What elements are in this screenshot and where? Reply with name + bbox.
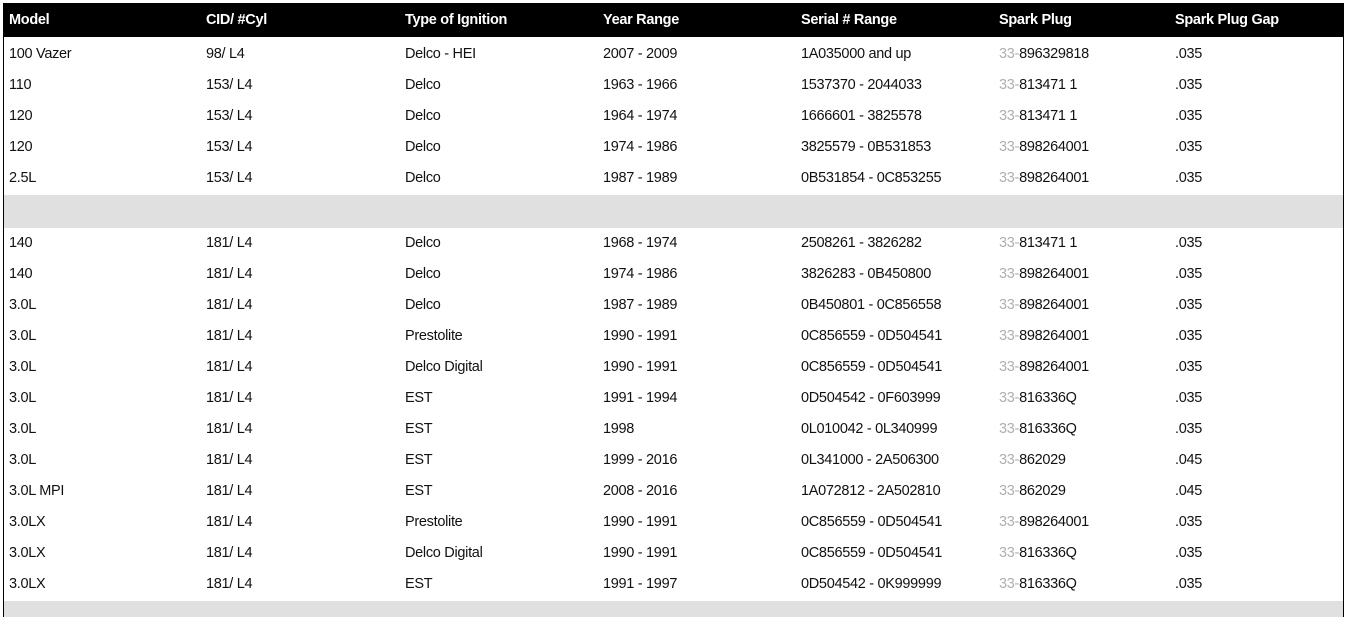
cell-serial: 1A035000 and up bbox=[801, 46, 911, 62]
cell-model: 3.0L bbox=[9, 390, 37, 406]
header-year-range: Year Range bbox=[603, 12, 679, 28]
cell-years: 1991 - 1994 bbox=[603, 390, 678, 406]
cell-serial: 1537370 - 2044033 bbox=[801, 77, 922, 93]
cell-years: 1990 - 1991 bbox=[603, 328, 678, 344]
plug-number: 816336Q bbox=[1019, 545, 1077, 561]
cell-cid: 181/ L4 bbox=[206, 266, 253, 282]
cell-plug bbox=[999, 352, 1089, 383]
cell-ignition: Delco bbox=[405, 170, 441, 186]
cell-ignition: Delco - HEI bbox=[405, 46, 476, 62]
cell-plug bbox=[999, 476, 1066, 507]
cell-model: 110 bbox=[9, 77, 32, 93]
cell-model: 3.0LX bbox=[9, 545, 46, 561]
plug-number: 813471 1 bbox=[1019, 235, 1078, 251]
plug-prefix: 33- bbox=[999, 235, 1020, 251]
cell-ignition: Delco bbox=[405, 108, 441, 124]
table-row bbox=[4, 132, 1343, 163]
cell-ignition: EST bbox=[405, 421, 433, 437]
cell-model: 100 Vazer bbox=[9, 46, 72, 62]
table-row bbox=[4, 507, 1343, 538]
cell-gap: .035 bbox=[1175, 77, 1203, 93]
cell-gap: .035 bbox=[1175, 235, 1203, 251]
cell-gap: .035 bbox=[1175, 576, 1203, 592]
cell-ignition: Delco bbox=[405, 297, 441, 313]
plug-prefix: 33- bbox=[999, 421, 1020, 437]
cell-years: 1990 - 1991 bbox=[603, 359, 678, 375]
cell-serial: 3825579 - 0B531853 bbox=[801, 139, 932, 155]
table-row bbox=[4, 290, 1343, 321]
cell-gap: .035 bbox=[1175, 170, 1203, 186]
table-row bbox=[4, 321, 1343, 352]
plug-prefix: 33- bbox=[999, 139, 1020, 155]
plug-prefix: 33- bbox=[999, 328, 1020, 344]
cell-gap: .035 bbox=[1175, 108, 1203, 124]
cell-serial: 1666601 - 3825578 bbox=[801, 108, 922, 124]
cell-cid: 181/ L4 bbox=[206, 514, 253, 530]
cell-model: 3.0L bbox=[9, 359, 37, 375]
plug-prefix: 33- bbox=[999, 576, 1020, 592]
cell-serial: 0L341000 - 2A506300 bbox=[801, 452, 939, 468]
plug-prefix: 33- bbox=[999, 46, 1020, 62]
table-row bbox=[4, 476, 1343, 507]
cell-model: 140 bbox=[9, 235, 33, 251]
cell-cid: 181/ L4 bbox=[206, 235, 253, 251]
cell-gap: .035 bbox=[1175, 359, 1203, 375]
cell-serial: 0C856559 - 0D504541 bbox=[801, 359, 943, 375]
header-model: Model bbox=[9, 12, 50, 28]
cell-cid: 181/ L4 bbox=[206, 328, 253, 344]
plug-prefix: 33- bbox=[999, 483, 1020, 499]
group-separator bbox=[4, 601, 1343, 617]
cell-years: 1964 - 1974 bbox=[603, 108, 678, 124]
cell-years: 1990 - 1991 bbox=[603, 514, 678, 530]
plug-number: 896329818 bbox=[1019, 46, 1089, 62]
table-row bbox=[4, 163, 1343, 194]
table-row bbox=[4, 352, 1343, 383]
cell-ignition: Delco bbox=[405, 235, 441, 251]
cell-serial: 0D504542 - 0F603999 bbox=[801, 390, 941, 406]
cell-gap: .035 bbox=[1175, 266, 1203, 282]
header-spark-plug: Spark Plug bbox=[999, 12, 1072, 28]
cell-serial: 0C856559 - 0D504541 bbox=[801, 545, 943, 561]
cell-plug bbox=[999, 290, 1089, 321]
plug-number: 898264001 bbox=[1019, 170, 1089, 186]
plug-number: 898264001 bbox=[1019, 514, 1089, 530]
cell-serial: 3826283 - 0B450800 bbox=[801, 266, 932, 282]
cell-plug bbox=[999, 414, 1077, 445]
cell-gap: .045 bbox=[1175, 483, 1203, 499]
table-row bbox=[4, 538, 1343, 569]
header-ignition: Type of Ignition bbox=[405, 12, 508, 28]
cell-ignition: Delco bbox=[405, 139, 441, 155]
cell-plug bbox=[999, 569, 1077, 600]
cell-gap: .035 bbox=[1175, 46, 1203, 62]
cell-cid: 181/ L4 bbox=[206, 421, 253, 437]
cell-plug bbox=[999, 163, 1089, 194]
cell-serial: 1A072812 - 2A502810 bbox=[801, 483, 941, 499]
table-row bbox=[4, 39, 1343, 70]
cell-cid: 181/ L4 bbox=[206, 390, 253, 406]
cell-plug bbox=[999, 39, 1089, 70]
cell-plug bbox=[999, 538, 1077, 569]
plug-prefix: 33- bbox=[999, 452, 1020, 468]
cell-cid: 153/ L4 bbox=[206, 170, 253, 186]
cell-cid: 181/ L4 bbox=[206, 452, 253, 468]
table-row bbox=[4, 101, 1343, 132]
spark-plug-table bbox=[3, 3, 1344, 617]
plug-number: 898264001 bbox=[1019, 297, 1089, 313]
table-row bbox=[4, 383, 1343, 414]
table-row bbox=[4, 569, 1343, 600]
cell-model: 3.0L bbox=[9, 297, 37, 313]
cell-model: 120 bbox=[9, 139, 33, 155]
cell-plug bbox=[999, 228, 1077, 259]
plug-prefix: 33- bbox=[999, 390, 1020, 406]
cell-gap: .035 bbox=[1175, 139, 1203, 155]
cell-plug bbox=[999, 383, 1077, 414]
cell-plug bbox=[999, 321, 1089, 352]
cell-years: 1999 - 2016 bbox=[603, 452, 678, 468]
cell-plug bbox=[999, 132, 1089, 163]
table-row bbox=[4, 70, 1343, 101]
cell-model: 120 bbox=[9, 108, 33, 124]
cell-plug bbox=[999, 507, 1089, 538]
cell-years: 2007 - 2009 bbox=[603, 46, 678, 62]
cell-ignition: EST bbox=[405, 452, 433, 468]
cell-model: 140 bbox=[9, 266, 33, 282]
cell-model: 2.5L bbox=[9, 170, 37, 186]
cell-serial: 0B531854 - 0C853255 bbox=[801, 170, 942, 186]
table-header bbox=[4, 3, 1343, 37]
cell-model: 3.0LX bbox=[9, 514, 46, 530]
cell-serial: 0L010042 - 0L340999 bbox=[801, 421, 938, 437]
plug-number: 813471 1 bbox=[1019, 108, 1078, 124]
plug-number: 898264001 bbox=[1019, 266, 1089, 282]
cell-years: 1991 - 1997 bbox=[603, 576, 678, 592]
cell-plug bbox=[999, 101, 1077, 132]
cell-cid: 98/ L4 bbox=[206, 46, 245, 62]
cell-serial: 2508261 - 3826282 bbox=[801, 235, 922, 251]
plug-number: 898264001 bbox=[1019, 328, 1089, 344]
plug-number: 898264001 bbox=[1019, 359, 1089, 375]
cell-model: 3.0L bbox=[9, 452, 37, 468]
plug-prefix: 33- bbox=[999, 297, 1020, 313]
cell-gap: .035 bbox=[1175, 390, 1203, 406]
cell-ignition: Prestolite bbox=[405, 328, 463, 344]
cell-ignition: Delco Digital bbox=[405, 545, 483, 561]
plug-prefix: 33- bbox=[999, 514, 1020, 530]
plug-number: 862029 bbox=[1019, 452, 1066, 468]
cell-years: 1963 - 1966 bbox=[603, 77, 678, 93]
cell-ignition: Prestolite bbox=[405, 514, 463, 530]
cell-ignition: Delco Digital bbox=[405, 359, 483, 375]
plug-prefix: 33- bbox=[999, 359, 1020, 375]
cell-cid: 181/ L4 bbox=[206, 297, 253, 313]
cell-gap: .045 bbox=[1175, 452, 1203, 468]
cell-years: 1974 - 1986 bbox=[603, 139, 678, 155]
table-row bbox=[4, 259, 1343, 290]
plug-number: 816336Q bbox=[1019, 421, 1077, 437]
plug-number: 862029 bbox=[1019, 483, 1066, 499]
cell-gap: .035 bbox=[1175, 328, 1203, 344]
plug-number: 816336Q bbox=[1019, 390, 1077, 406]
header-serial-range: Serial # Range bbox=[801, 12, 897, 28]
cell-model: 3.0LX bbox=[9, 576, 46, 592]
cell-gap: .035 bbox=[1175, 545, 1203, 561]
plug-number: 898264001 bbox=[1019, 139, 1089, 155]
cell-serial: 0C856559 - 0D504541 bbox=[801, 514, 943, 530]
cell-serial: 0C856559 - 0D504541 bbox=[801, 328, 943, 344]
cell-ignition: EST bbox=[405, 390, 433, 406]
cell-plug bbox=[999, 259, 1089, 290]
cell-years: 1998 bbox=[603, 421, 635, 437]
cell-cid: 153/ L4 bbox=[206, 139, 253, 155]
cell-years: 1987 - 1989 bbox=[603, 170, 678, 186]
plug-prefix: 33- bbox=[999, 266, 1020, 282]
cell-years: 1987 - 1989 bbox=[603, 297, 678, 313]
cell-plug bbox=[999, 445, 1066, 476]
cell-model: 3.0L bbox=[9, 421, 37, 437]
plug-prefix: 33- bbox=[999, 170, 1020, 186]
cell-serial: 0B450801 - 0C856558 bbox=[801, 297, 942, 313]
header-cid-cyl: CID/ #Cyl bbox=[206, 12, 267, 28]
cell-serial: 0D504542 - 0K999999 bbox=[801, 576, 942, 592]
plug-prefix: 33- bbox=[999, 77, 1020, 93]
cell-cid: 181/ L4 bbox=[206, 576, 253, 592]
plug-prefix: 33- bbox=[999, 108, 1020, 124]
cell-cid: 181/ L4 bbox=[206, 359, 253, 375]
cell-ignition: Delco bbox=[405, 77, 441, 93]
cell-cid: 153/ L4 bbox=[206, 108, 253, 124]
group-separator bbox=[4, 195, 1343, 228]
cell-gap: .035 bbox=[1175, 514, 1203, 530]
cell-model: 3.0L MPI bbox=[9, 483, 65, 499]
cell-model: 3.0L bbox=[9, 328, 37, 344]
cell-cid: 153/ L4 bbox=[206, 77, 253, 93]
cell-gap: .035 bbox=[1175, 297, 1203, 313]
table-row bbox=[4, 228, 1343, 259]
cell-ignition: EST bbox=[405, 576, 433, 592]
cell-years: 1974 - 1986 bbox=[603, 266, 678, 282]
cell-cid: 181/ L4 bbox=[206, 483, 253, 499]
table-row bbox=[4, 414, 1343, 445]
cell-ignition: Delco bbox=[405, 266, 441, 282]
cell-gap: .035 bbox=[1175, 421, 1203, 437]
table-row bbox=[4, 445, 1343, 476]
cell-cid: 181/ L4 bbox=[206, 545, 253, 561]
cell-ignition: EST bbox=[405, 483, 433, 499]
header-spark-plug-gap: Spark Plug Gap bbox=[1175, 12, 1279, 28]
plug-number: 816336Q bbox=[1019, 576, 1077, 592]
plug-prefix: 33- bbox=[999, 545, 1020, 561]
cell-years: 2008 - 2016 bbox=[603, 483, 678, 499]
cell-plug bbox=[999, 70, 1077, 101]
cell-years: 1990 - 1991 bbox=[603, 545, 678, 561]
cell-years: 1968 - 1974 bbox=[603, 235, 678, 251]
plug-number: 813471 1 bbox=[1019, 77, 1078, 93]
